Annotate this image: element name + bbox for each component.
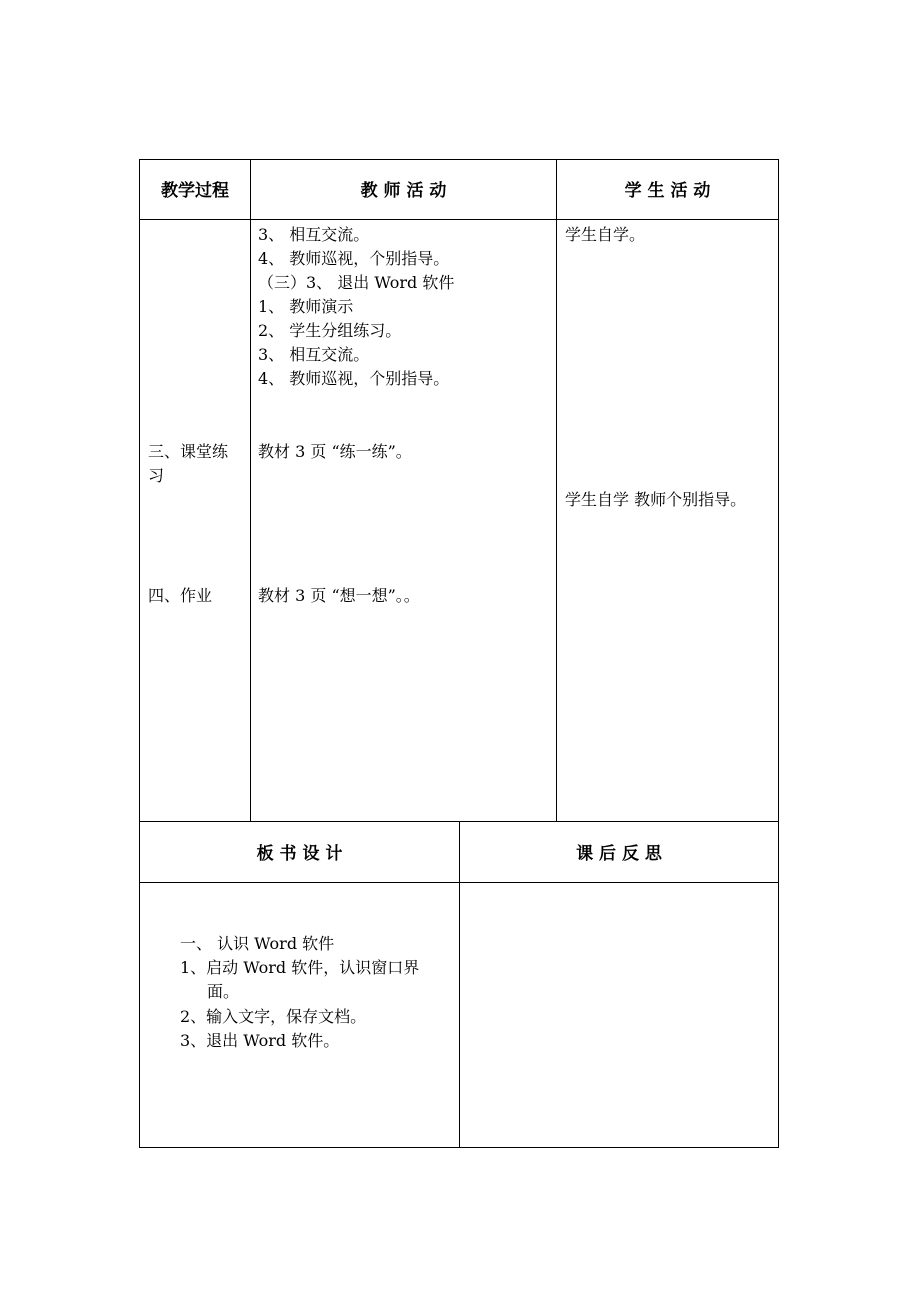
- header-reflection: 课 后 反 思: [576, 844, 662, 864]
- section-homework-teacher: 教材 3 页 “想一想”。。: [258, 586, 420, 605]
- teacher-line: 4、 教师巡视，个别指导。: [258, 369, 450, 388]
- table-border-top: [139, 159, 779, 160]
- col-divider-process: [250, 159, 251, 822]
- table-border-left: [139, 159, 140, 1148]
- teacher-line: 3、 相互交流。: [258, 225, 370, 244]
- board-line: 1、启动 Word 软件，认识窗口界: [180, 958, 420, 977]
- col-divider-teacher: [556, 159, 557, 822]
- teacher-line: 2、 学生分组练习。: [258, 321, 402, 340]
- board-line: 3、退出 Word 软件。: [180, 1031, 340, 1050]
- table-border-right: [778, 159, 779, 1148]
- teacher-line: （三）3、 退出 Word 软件: [258, 273, 455, 292]
- board-line: 2、输入文字，保存文档。: [180, 1007, 367, 1026]
- teacher-line: 3、 相互交流。: [258, 345, 370, 364]
- header-teacher-activity: 教 师 活 动: [360, 181, 447, 201]
- board-line: 面。: [207, 982, 240, 1001]
- header-board-design: 板 书 设 计: [256, 844, 343, 864]
- section-practice-teacher: 教材 3 页 “练一练”。: [258, 442, 412, 461]
- section-practice-label: 三、课堂练: [148, 442, 229, 461]
- teacher-line: 1、 教师演示: [258, 297, 354, 316]
- teacher-line: 4、 教师巡视，个别指导。: [258, 249, 450, 268]
- section-homework-label: 四、作业: [148, 586, 213, 605]
- header-process: 教学过程: [161, 181, 229, 201]
- board-line: 一、 认识 Word 软件: [180, 934, 335, 953]
- header-separator: [139, 219, 779, 220]
- section-practice-label-cont: 习: [148, 466, 165, 485]
- col-divider-bottom: [459, 821, 460, 1148]
- header-student-activity: 学 生 活 动: [624, 181, 711, 201]
- student-line: 学生自学。: [565, 225, 646, 244]
- section-practice-student: 学生自学 教师个别指导。: [565, 490, 747, 509]
